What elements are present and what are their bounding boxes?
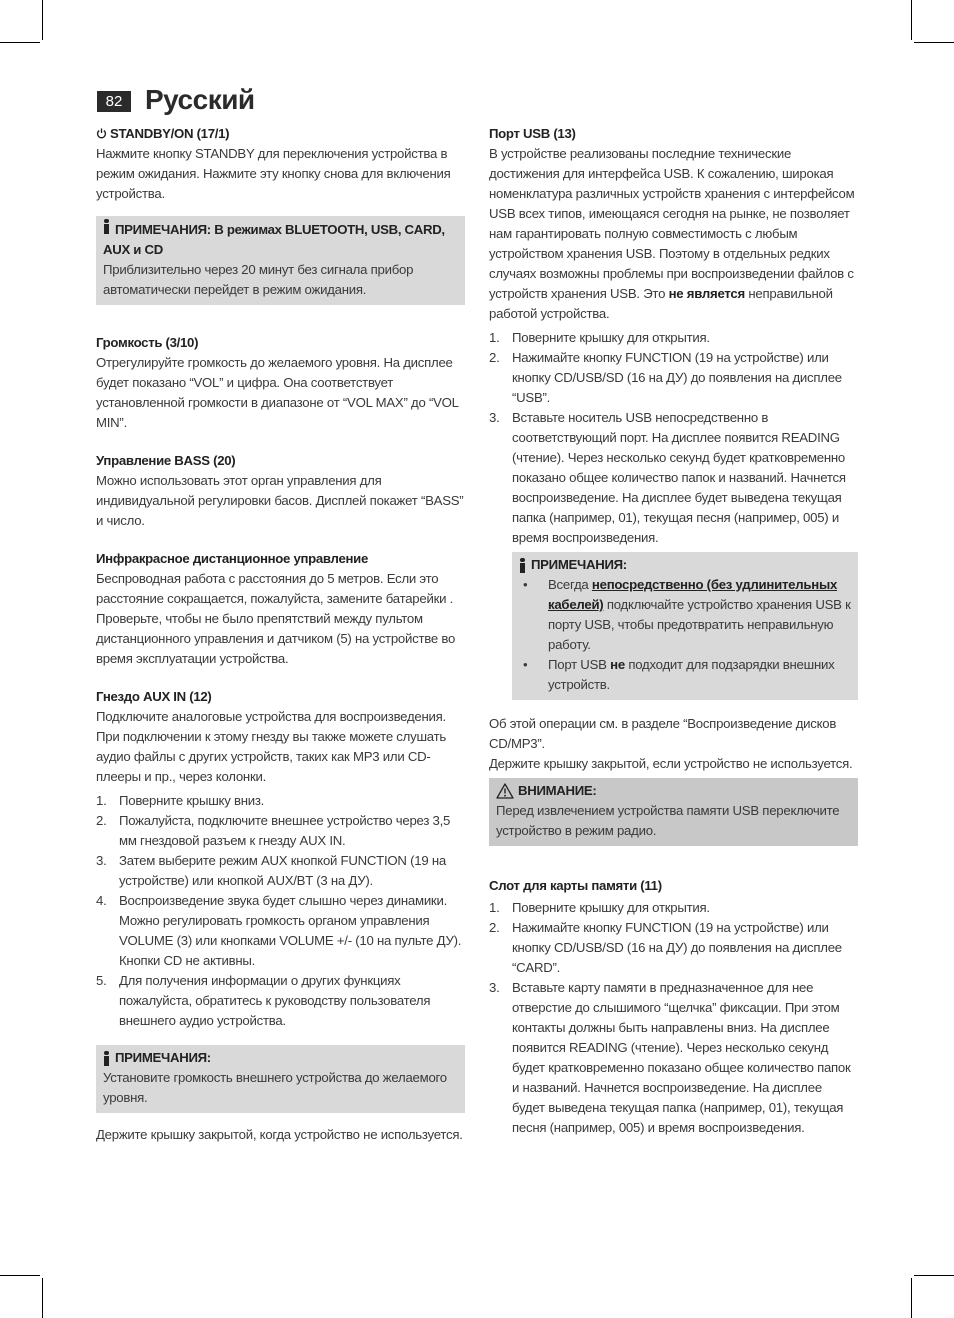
bullet-bold: не bbox=[610, 657, 625, 672]
list-number: 2. bbox=[96, 813, 107, 828]
list-text: Нажимайте кнопку FUNCTION (19 на устройстве) или кнопку CD/USB/SD (16 на ДУ) до появления на дисплее “CARD”. bbox=[512, 920, 842, 975]
note-bullets bbox=[519, 575, 851, 695]
volume-section bbox=[96, 333, 465, 433]
bullet-text: Всегда bbox=[548, 577, 589, 592]
list-text: Вставьте носитель USB непосредственно в соответствующий порт. На дисплее появится READING (чтение). Через несколько секунд будет кратковременно показано общее количество папок и названий. Начнется воспроизведение. На дисплее будет выведена текущая папка (например, 01), текущая песня (например, 005) и время воспроизведения. bbox=[512, 410, 846, 545]
closing-text: Держите крышку закрытой, когда устройство не используется. bbox=[96, 1127, 463, 1142]
usb-after-text: Держите крышку закрытой, если устройство не используется. bbox=[489, 756, 853, 771]
crop-mark bbox=[0, 42, 40, 43]
ir-section bbox=[96, 549, 465, 669]
list-number: 1. bbox=[489, 900, 500, 915]
warning-heading-text: ВНИМАНИЕ: bbox=[518, 783, 597, 798]
usb-after-text: Об этой операции см. в разделе “Воспроизведение дисков CD/MP3”. bbox=[489, 716, 837, 751]
list-item bbox=[489, 328, 858, 348]
list-text: Воспроизведение звука будет слышно через динамики. Можно регулировать громкость органом управления VOLUME (3) или кнопками VOLUME +/- (10 на пульте ДУ). Кнопки CD не активны. bbox=[119, 893, 462, 968]
note-box bbox=[96, 216, 465, 305]
usb-text-main: В устройстве реализованы последние технические достижения для интерфейса USB. К сожалению, широкая номенклатура различных устройств хранения с интерфейсом USB всех типов, имеющаяся сегодня на рынке, не позволяет нам гарантировать полную совместимость с любым устройством хранения USB. Поэтому в отдельных редких случаях возможны проблемы при воспроизведении файлов с устройств хранения USB. Это bbox=[489, 146, 855, 301]
note-heading bbox=[103, 219, 458, 260]
volume-heading: Громкость (3/10) bbox=[96, 335, 199, 350]
warning-box bbox=[489, 778, 858, 846]
power-icon bbox=[96, 128, 107, 139]
warning-icon bbox=[496, 783, 514, 799]
right-column bbox=[489, 124, 858, 1138]
crop-mark bbox=[914, 1275, 954, 1276]
standby-heading bbox=[96, 124, 465, 144]
note-box bbox=[512, 552, 858, 700]
list-number: 3. bbox=[489, 410, 500, 425]
list-item bbox=[489, 408, 858, 548]
aux-text: Подключите аналоговые устройства для воспроизведения. При подключении к этому гнезду вы также можете слушать аудио файлы с других устройств, таких как MP3 или CD-плееры и пр., через колонки. bbox=[96, 709, 446, 784]
warning-text: Перед извлечением устройства памяти USB переключите устройство в режим радио. bbox=[496, 803, 840, 838]
list-number: 3. bbox=[96, 853, 107, 868]
usb-heading: Порт USB (13) bbox=[489, 126, 576, 141]
aux-steps bbox=[96, 791, 465, 1031]
note-box bbox=[96, 1045, 465, 1113]
crop-mark bbox=[911, 0, 912, 40]
list-item bbox=[96, 851, 465, 891]
bass-text: Можно использовать этот орган управления для индивидуальной регулировки басов. Дисплей покажет “BASS” и число. bbox=[96, 473, 464, 528]
crop-mark bbox=[42, 0, 43, 40]
list-item bbox=[519, 575, 851, 655]
list-text: Поверните крышку вниз. bbox=[119, 793, 265, 808]
usb-text-bold: не является bbox=[668, 286, 745, 301]
list-text: Для получения информации о других функциях пожалуйста, обратитесь к руководству пользователя внешнего аудио устройства. bbox=[119, 973, 431, 1028]
bullet-text: подключайте устройство хранения USB к порту USB, чтобы предотвратить неправильную работу. bbox=[548, 597, 851, 652]
bullet-text: подходит для подзарядки внешних устройств. bbox=[548, 657, 835, 692]
list-item bbox=[489, 898, 858, 918]
note-heading bbox=[519, 555, 851, 575]
bullet: • bbox=[523, 657, 528, 672]
list-text: Поверните крышку для открытия. bbox=[512, 900, 710, 915]
info-icon bbox=[103, 219, 110, 234]
card-section bbox=[489, 876, 858, 1138]
bullet: • bbox=[523, 577, 528, 592]
note-heading bbox=[103, 1048, 458, 1068]
warning-heading bbox=[496, 781, 851, 801]
standby-heading-text: STANDBY/ON (17/1) bbox=[110, 126, 230, 141]
standby-text: Нажмите кнопку STANDBY для переключения устройства в режим ожидания. Нажмите эту кнопку снова для включения устройства. bbox=[96, 146, 451, 201]
usb-section bbox=[489, 124, 858, 548]
volume-text: Отрегулируйте громкость до желаемого уровня. На дисплее будет показано “VOL” и цифра. Она соответствует установленной громкости в диапазоне от “VOL MAX” до “VOL MIN”. bbox=[96, 355, 459, 430]
list-text: Поверните крышку для открытия. bbox=[512, 330, 710, 345]
note-heading-text: ПРИМЕЧАНИЯ: bbox=[531, 557, 627, 572]
page-number: 82 bbox=[97, 91, 131, 112]
list-item bbox=[489, 978, 858, 1138]
usb-steps bbox=[489, 328, 858, 548]
info-icon bbox=[519, 558, 526, 573]
list-item bbox=[489, 348, 858, 408]
bullet-text: Порт USB bbox=[548, 657, 607, 672]
standby-section bbox=[96, 124, 465, 204]
list-number: 4. bbox=[96, 893, 107, 908]
list-number: 3. bbox=[489, 980, 500, 995]
list-item bbox=[519, 655, 851, 695]
list-item bbox=[96, 891, 465, 971]
note-heading-text: ПРИМЕЧАНИЯ: bbox=[115, 1050, 211, 1065]
card-steps bbox=[489, 898, 858, 1138]
ir-heading: Инфракрасное дистанционное управление bbox=[96, 551, 369, 566]
aux-section bbox=[96, 687, 465, 1031]
ir-text: Беспроводная работа с расстояния до 5 метров. Если это расстояние сокращается, пожалуйста, замените батарейки . Проверьте, чтобы не было препятствий между пультом дистанционного управления и датчиком (5) на устройстве во время эксплуатации устройства. bbox=[96, 571, 456, 666]
note-text: Приблизительно через 20 минут без сигнала прибор автоматически перейдет в режим ожидания. bbox=[103, 262, 414, 297]
bullet-bold: непосредственно (без удлинительных кабелей) bbox=[548, 577, 838, 612]
note-text: Установите громкость внешнего устройства до желаемого уровня. bbox=[103, 1070, 447, 1105]
bass-heading: Управление BASS (20) bbox=[96, 453, 236, 468]
list-number: 5. bbox=[96, 973, 107, 988]
list-text: Нажимайте кнопку FUNCTION (19 на устройстве) или кнопку CD/USB/SD (16 на ДУ) до появления на дисплее “USB”. bbox=[512, 350, 842, 405]
aux-heading: Гнездо AUX IN (12) bbox=[96, 689, 212, 704]
crop-mark bbox=[0, 1275, 40, 1276]
list-item bbox=[96, 791, 465, 811]
list-text: Вставьте карту памяти в предназначенное для нее отверстие до слышимого “щелчка” фиксации. При этом контакты должны быть направлены вниз. На дисплее появится READING (чтение). Через несколько секунд будет кратковременно показано общее количество папок и названий. Начнется воспроизведение. На дисплее будет выведена текущая папка (например, 01), текущая песня (например, 005) и время воспроизведения. bbox=[512, 980, 851, 1135]
list-item bbox=[96, 811, 465, 851]
bass-section bbox=[96, 451, 465, 531]
list-number: 2. bbox=[489, 350, 500, 365]
list-item bbox=[489, 918, 858, 978]
crop-mark bbox=[42, 1278, 43, 1318]
list-number: 2. bbox=[489, 920, 500, 935]
info-icon bbox=[103, 1051, 110, 1066]
list-item bbox=[96, 971, 465, 1031]
page-title: Русский bbox=[145, 84, 255, 115]
list-number: 1. bbox=[96, 793, 107, 808]
crop-mark bbox=[911, 1278, 912, 1318]
note-heading-text: ПРИМЕЧАНИЯ: В режимах BLUETOOTH, USB, CARD, AUX и CD bbox=[103, 222, 445, 257]
list-number: 1. bbox=[489, 330, 500, 345]
list-text: Пожалуйста, подключите внешнее устройство через 3,5 мм гнездовой разъем к гнезду AUX IN. bbox=[119, 813, 451, 848]
crop-mark bbox=[914, 42, 954, 43]
usb-text-end: неправильной работой устройства. bbox=[489, 286, 833, 321]
list-text: Затем выберите режим AUX кнопкой FUNCTION (19 на устройстве) или кнопкой AUX/BT (3 на ДУ). bbox=[119, 853, 446, 888]
left-column bbox=[96, 124, 465, 1145]
card-heading: Слот для карты памяти (11) bbox=[489, 878, 662, 893]
usb-text bbox=[489, 144, 858, 324]
